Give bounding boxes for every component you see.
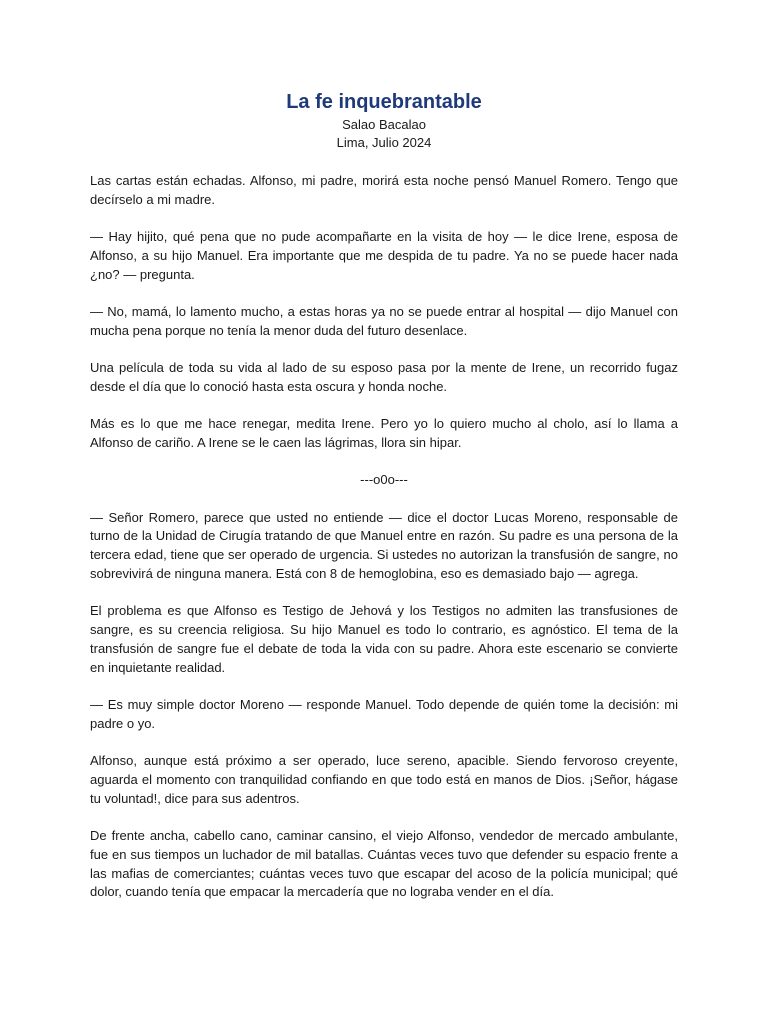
paragraph: Más es lo que me hace renegar, medita Irene. Pero yo lo quiero mucho al cholo, así lo llama a Alfonso de cariño. A Irene se le caen las lágrimas, llora sin hipar. xyxy=(90,416,678,450)
document-header xyxy=(90,88,678,152)
paragraph: — No, mamá, lo lamento mucho, a estas horas ya no se puede entrar al hospital — dijo Manuel con mucha pena porque no tenía la menor duda del futuro desenlace. xyxy=(90,303,678,338)
paragraph: Una película de toda su vida al lado de su esposo pasa por la mente de Irene, un recorrido fugaz desde el día que lo conoció hasta esta oscura y honda noche. xyxy=(90,360,678,394)
document-page xyxy=(90,88,678,921)
place-date: Lima, Julio 2024 xyxy=(336,135,432,150)
section-separator: ---o0o--- xyxy=(360,472,408,488)
paragraph: — Hay hijito, qué pena que no pude acompañarte en la visita de hoy — le dice Irene, esposa de Alfonso, a su hijo Manuel. Era importante que me despida de tu padre. Ya no se puede hacer nada ¿no? — pregunta. xyxy=(90,229,678,282)
paragraph: Alfonso, aunque está próximo a ser operado, luce sereno, apacible. Siendo fervoroso creyente, aguarda el momento con tranquilidad confiando en que todo está en manos de Dios. ¡Señor, hágase tu voluntad!, dice para sus adentros. xyxy=(90,753,678,806)
document-title: La fe inquebrantable xyxy=(286,91,482,113)
paragraph: De frente ancha, cabello cano, caminar cansino, el viejo Alfonso, vendedor de mercado ambulante, fue en sus tiempos un luchador de mil batallas. Cuántas veces tuvo que defender su espacio frente a las mafias de comerciantes; cuántas veces tuvo que escapar del acoso de la policía municipal; qué dolor, cuando tenía que empacar la mercadería que no lograba vender en el día. xyxy=(90,827,678,900)
author-name: Salao Bacalao xyxy=(342,117,426,132)
paragraph: Las cartas están echadas. Alfonso, mi padre, morirá esta noche pensó Manuel Romero. Tengo que decírselo a mi madre. xyxy=(90,173,678,207)
document-body xyxy=(90,172,678,902)
paragraph: El problema es que Alfonso es Testigo de Jehová y los Testigos no admiten las transfusiones de sangre, es su creencia religiosa. Su hijo Manuel es todo lo contrario, es agnóstico. El tema de la transfusión de sangre fue el debate de toda la vida con su padre. Ahora este escenario se convierte en inquietante realidad. xyxy=(90,603,678,675)
paragraph: — Es muy simple doctor Moreno — responde Manuel. Todo depende de quién tome la decisión: mi padre o yo. xyxy=(90,696,678,731)
paragraph: — Señor Romero, parece que usted no entiende — dice el doctor Lucas Moreno, responsable de turno de la Unidad de Cirugía tratando de que Manuel entre en razón. Su padre es una persona de la tercera edad, tiene que ser operado de urgencia. Si ustedes no autorizan la transfusión de sangre, no sobrevivirá de ninguna manera. Está con 8 de hemoglobina, eso es demasiado bajo — agrega. xyxy=(90,509,678,581)
